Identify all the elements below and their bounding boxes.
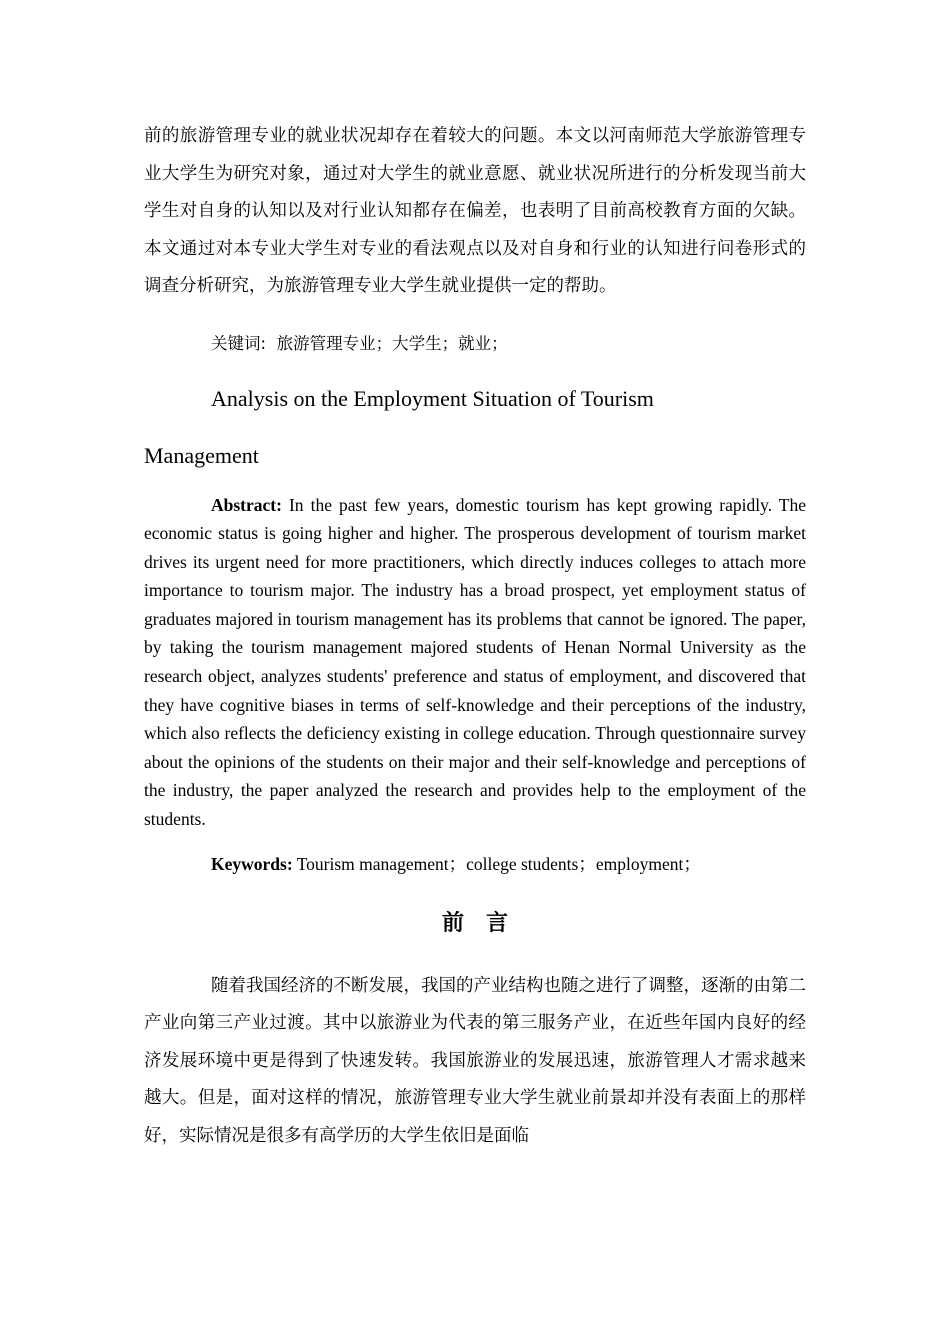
english-title (144, 384, 806, 471)
english-keywords-text: Tourism management；college students；employment； (296, 853, 701, 874)
english-abstract-text: In the past few years, domestic tourism has kept growing rapidly. The economic status is going higher and higher. The prosperous development of tourism market drives its urgent need for more practitioners, which directly induces colleges to attach more importance to tourism major. The industry has a broad prospect, yet employment status of graduates majored in tourism management has its problems that cannot be ignored. The paper, by taking the tourism management majored students of Henan Normal University as the research object, analyzes students' preference and status of employment, and discovered that they have cognitive biases in terms of self-knowledge and their perceptions of the industry, which also reflects the deficiency existing in college education. Through questionnaire survey about the opinions of the students on their major and their self-knowledge and perceptions of the industry, the paper analyzed the research and provides help to the employment of the students. (144, 494, 807, 830)
english-abstract-paragraph (144, 491, 806, 834)
english-abstract-label: Abstract: (211, 494, 282, 515)
english-keywords-label: Keywords: (211, 853, 293, 874)
chinese-keywords (211, 330, 806, 358)
chinese-keywords-text: 旅游管理专业；大学生；就业； (276, 333, 508, 353)
english-title-line-2: Management (144, 442, 259, 468)
chinese-abstract-paragraph: 前的旅游管理专业的就业状况却存在着较大的问题。本文以河南师范大学旅游管理专业大学生为研究对象，通过对大学生的就业意愿、就业状况所进行的分析发现当前大学生对自身的认知以及对行业认知都存在偏差，也表明了目前高校教育方面的欠缺。本文通过对本专业大学生对专业的看法观点以及对自身和行业的认知进行问卷形式的调查分析研究，为旅游管理专业大学生就业提供一定的帮助。 (144, 126, 806, 296)
chinese-keywords-label: 关键词 (211, 333, 261, 353)
english-title-line-1: Analysis on the Employment Situation of Tourism (211, 385, 654, 411)
preface-heading: 前言 (441, 909, 530, 936)
chinese-keywords-separator: : (260, 333, 267, 353)
english-keywords (211, 850, 806, 878)
preface-paragraph: 随着我国经济的不断发展，我国的产业结构也随之进行了调整，逐渐的由第二产业向第三产业过渡。其中以旅游业为代表的第三服务产业，在近些年国内良好的经济发展环境中更是得到了快速发转。我国旅游业的发展迅速，旅游管理人才需求越来越大。但是，面对这样的情况，旅游管理专业大学生就业前景却并没有表面上的那样好，实际情况是很多有高学历的大学生依旧是面临 (144, 975, 806, 1146)
document-page (144, 118, 806, 1155)
